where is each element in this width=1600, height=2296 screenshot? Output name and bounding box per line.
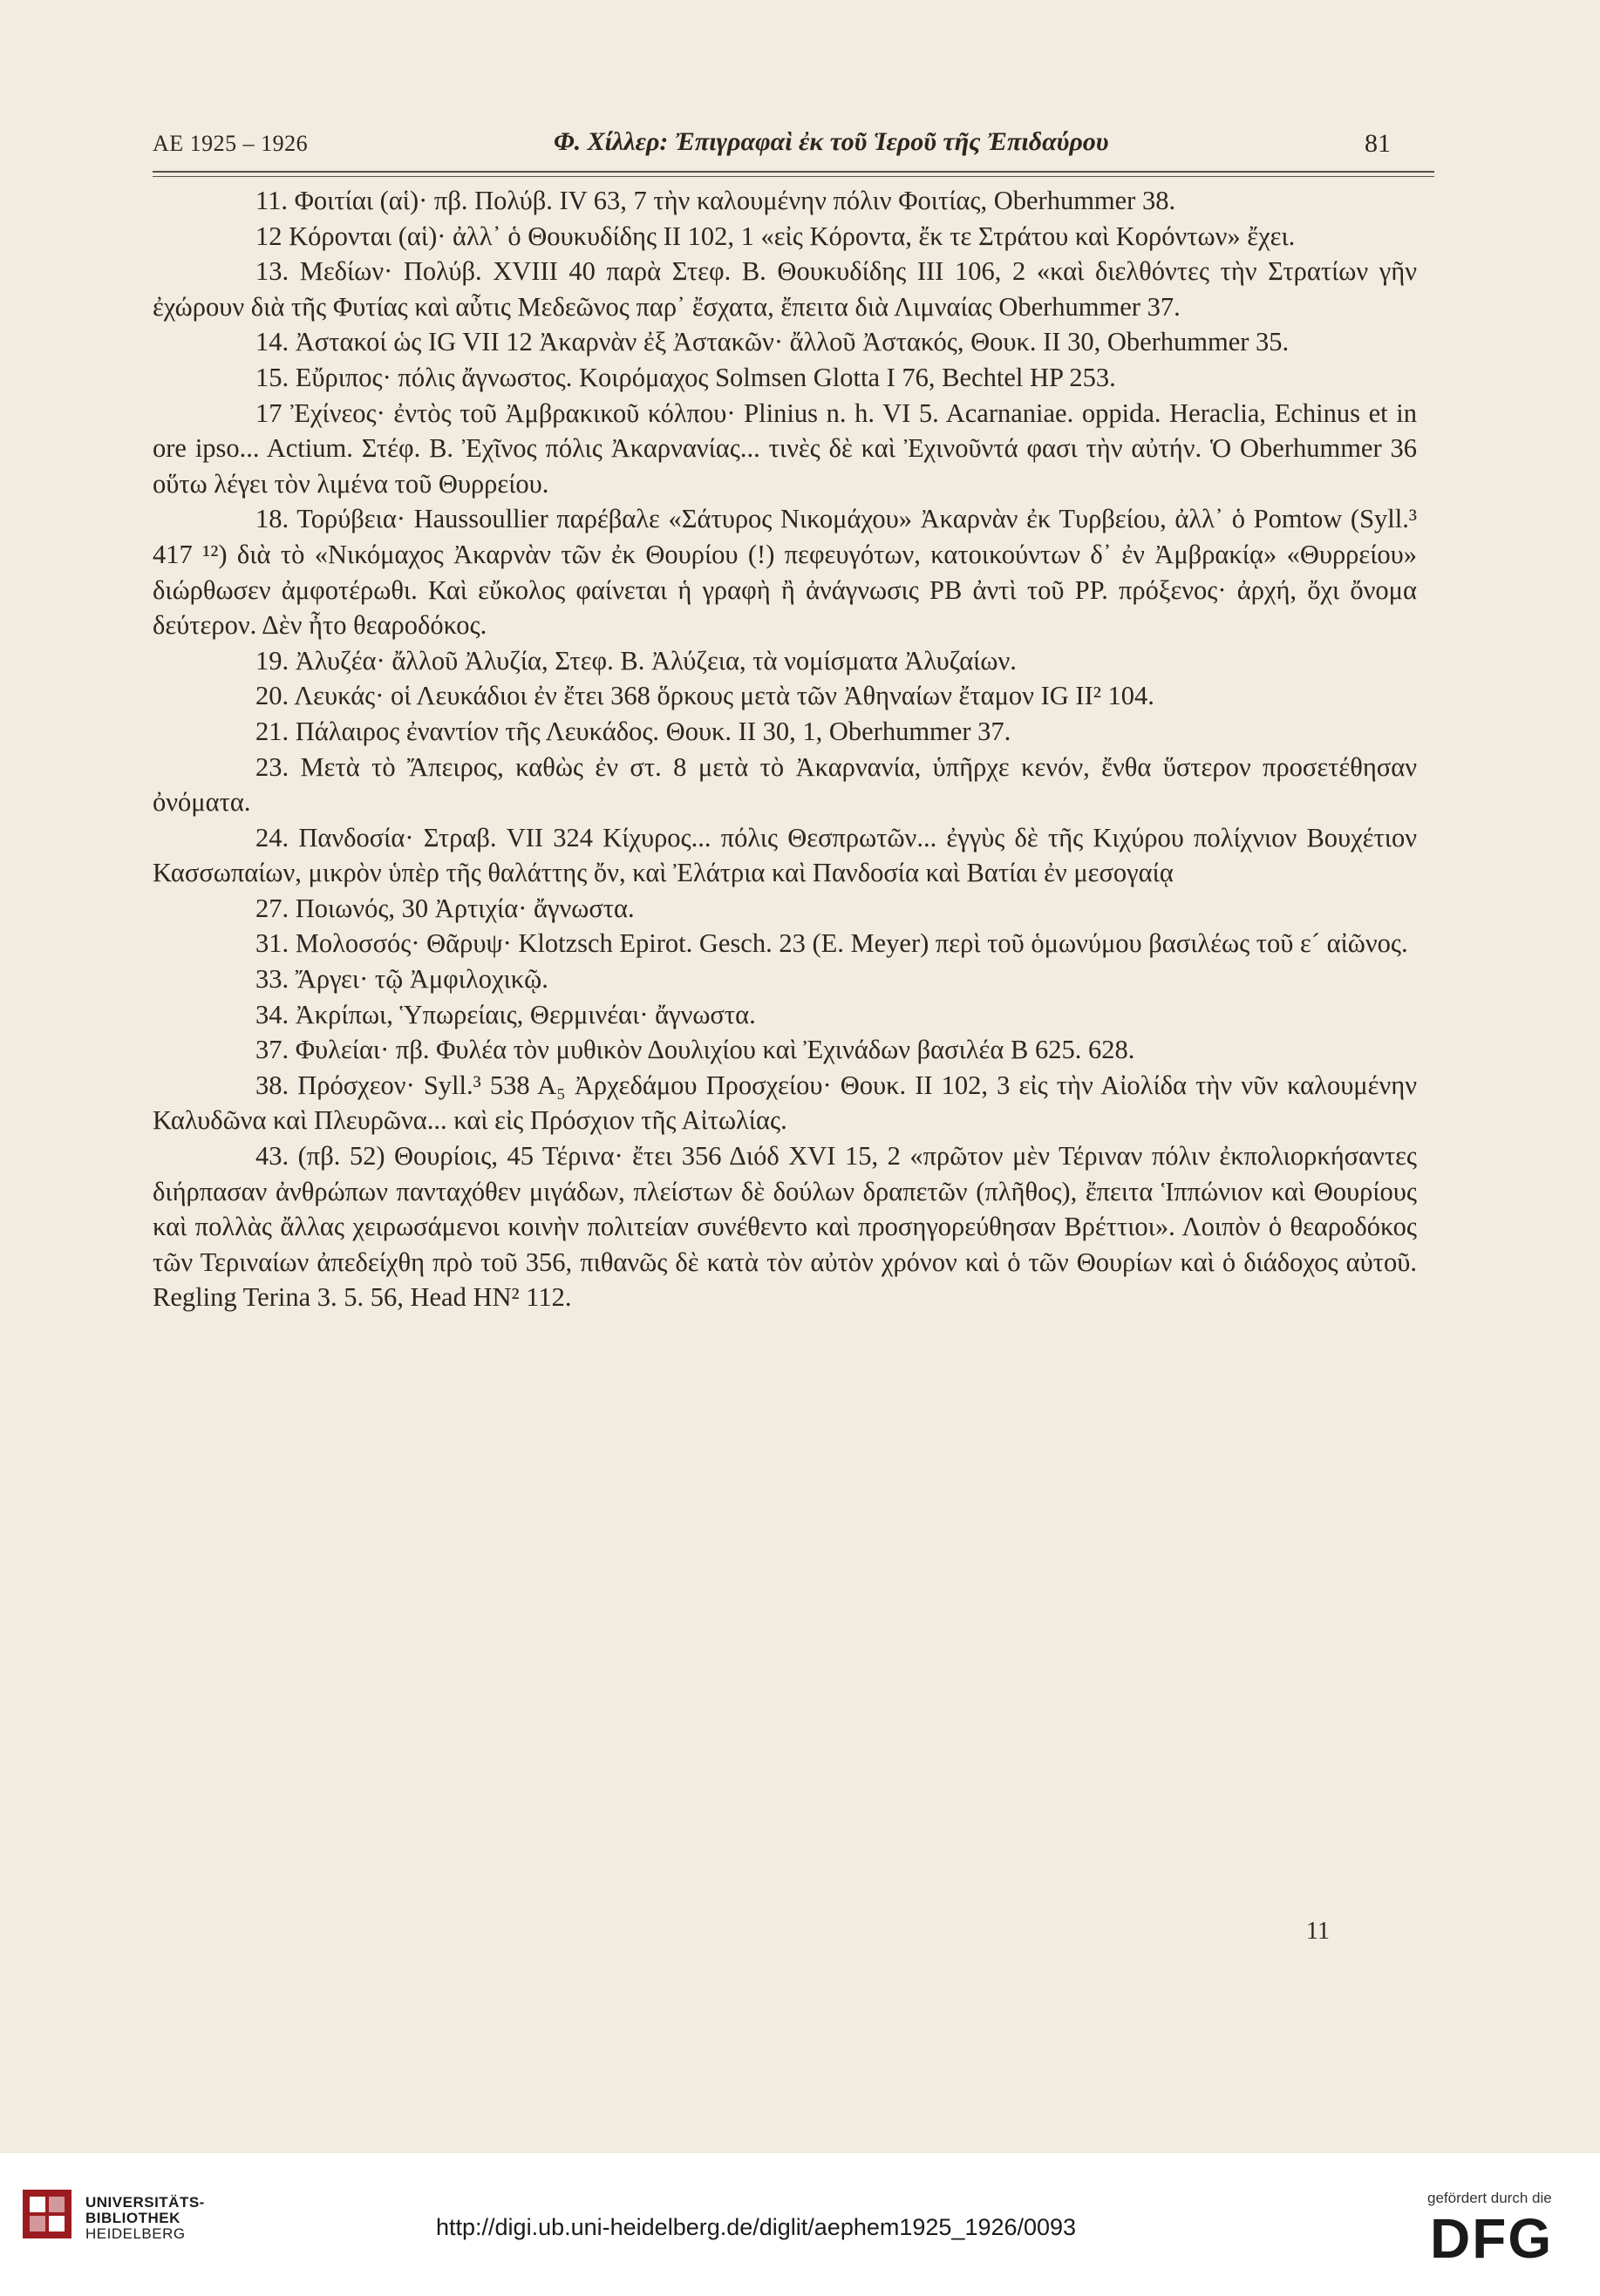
article-title: Φ. Χίλλερ: Ἐπιγραφαὶ ἐκ τοῦ Ἱεροῦ τῆς Ἐπιδαύρου xyxy=(554,127,1109,156)
library-name-line1: UNIVERSITÄTS- xyxy=(85,2194,205,2211)
entry-18: 18. Τορύβεια· Haussoullier παρέβαλε «Σάτυρος Νικομάχου» Ἀκαρνὰν ἐκ Τυρβείου, ἀλλ᾽ ὁ Pomtow (Syll.³ 417 ¹²) διὰ τὸ «Νικόμαχος Ἀκαρνὰν τῶν ἐκ Θουρίου (!) πεφευγότων, κατοικούντων δ᾽ ἐν Ἀμβρακίᾳ» «Θυρρείου» διώρθωσεν ἀμφοτέρωθι. Καὶ εὔκολος φαίνεται ἡ γραφὴ ἢ ἀνάγνωσις PB ἀντὶ τοῦ PP. πρόξενος· ἀρχή, ὄχι ὄνομα δεύτερον. Δὲν ἦτο θεαροδόκος. xyxy=(153,504,1417,641)
library-logo-icon xyxy=(21,2188,73,2240)
entry-24: 24. Πανδοσία· Στραβ. VII 324 Κίχυρος... πόλις Θεσπρωτῶν... ἐγγὺς δὲ τῆς Κιχύρου πολίχνιον Βουχέτιον Κασσωπαίων, μικρὸν ὑπὲρ τῆς θαλάττης ὄν, καὶ Ἐλάτρια καὶ Πανδοσία καὶ Βατίαι ἐν μεσογαίᾳ xyxy=(153,822,1417,888)
entry-20: 20. Λευκάς· οἱ Λευκάδιοι ἐν ἔτει 368 ὅρκους μετὰ τῶν Ἀθηναίων ἔταμον IG II² 104. xyxy=(255,681,1154,711)
entry-19: 19. Ἀλυζέα· ἄλλοῦ Ἀλυζία, Στεφ. Β. Ἀλύζεια, τὰ νομίσματα Ἀλυζαίων. xyxy=(255,645,1017,676)
entry-27: 27. Ποιωνός, 30 Ἀρτιχία· ἄγνωστα. xyxy=(255,893,635,923)
entry-15: 15. Εὔριπος· πόλις ἄγνωστος. Κοιρόμαχος Solmsen Glotta I 76, Bechtel HP 253. xyxy=(255,362,1116,392)
page-number: 81 xyxy=(1365,129,1391,158)
entry-37: 37. Φυλείαι· πβ. Φυλέα τὸν μυθικὸν Δουλιχίου καὶ Ἐχινάδων βασιλέα Β 625. 628. xyxy=(255,1035,1135,1065)
library-name xyxy=(85,2195,205,2242)
entry-31: 31. Μολοσσός· Θᾶρυψ· Klotzsch Epirot. Gesch. 23 (E. Meyer) περὶ τοῦ ὁμωνύμου βασιλέως τοῦ ε´ αἰῶνος. xyxy=(255,928,1408,959)
header-rule-bottom xyxy=(153,176,1434,177)
entry-38: 38. Πρόσχεον· Syll.³ 538 A₅ Ἀρχεδάμου Προσχείου· Θουκ. II 102, 3 εἰς τὴν Αἰολίδα τὴν νῦν καλουμένην Καλυδῶνα καὶ Πλευρῶνα... καὶ εἰς Πρόσχιον τῆς Αἰτωλίας. xyxy=(153,1070,1417,1136)
commentary-body xyxy=(153,183,1417,1315)
header-rule-top xyxy=(153,171,1434,173)
entry-11: 11. Φοιτίαι (αἱ)· πβ. Πολύβ. IV 63, 7 τὴν καλουμένην πόλιν Φοιτίας, Oberhummer 38. xyxy=(255,186,1176,215)
entry-21: 21. Πάλαιρος ἐναντίον τῆς Λευκάδος. Θουκ. II 30, 1, Oberhummer 37. xyxy=(255,716,1011,746)
signature-mark: 11 xyxy=(1306,1918,1330,1945)
entry-14: 14. Ἀστακοί ὡς IG VII 12 Ἀκαρνὰν ἐξ Ἀστακῶν· ἄλλοῦ Ἀστακός, Θουκ. II 30, Oberhummer 35. xyxy=(255,327,1290,357)
digitization-footer xyxy=(0,2153,1600,2296)
entry-43: 43. (πβ. 52) Θουρίοις, 45 Τέρινα· ἔτει 356 Διόδ XVI 15, 2 «πρῶτον μὲν Τέριναν πόλιν ἐκπολιορκήσαντες διήρπασαν ἀνθρώπων πανταχόθεν μιγάδων, πλείστων δὲ δούλων δραπετῶν (πλῆθος), ἔπειτα Ἱππώνιον καὶ Θουρίους καὶ πολλὰς ἄλλας χειρωσάμενοι κοινὴν πολιτείαν συνέθεντο καὶ προσηγορεύθησαν Βρέττιοι». Λοιπὸν ὁ θεαροδόκος τῶν Τεριναίων ἀπεδείχθη πρὸ τοῦ 356, πιθανῶς δὲ κατὰ τὸν αὐτὸν χρόνον καὶ ὁ τῶν Θουρίων καὶ ὁ διάδοχος αὐτοῦ. Regling Terina 3. 5. 56, Head HN² 112. xyxy=(153,1141,1417,1313)
entry-17: 17 Ἐχίνεος· ἐντὸς τοῦ Ἀμβρακικοῦ κόλπου· Plinius n. h. VI 5. Acarnaniae. oppida. Heraclia, Echinus et in ore ipso... Actium. Στέφ. Β. Ἐχῖνος πόλις Ἀκαρνανίας... τινὲς δὲ καὶ Ἐχινοῦντά φασι τὴν αὐτήν. Ὁ Oberhummer 36 οὕτω λέγει τὸν λιμένα τοῦ Θυρρείου. xyxy=(153,397,1417,499)
running-header xyxy=(153,127,1434,162)
journal-volume: ΑΕ 1925 – 1926 xyxy=(153,131,309,156)
dfg-logo: DFG xyxy=(1430,2207,1554,2270)
permalink-url[interactable]: http://digi.ub.uni-heidelberg.de/diglit/aephem1925_1926/0093 xyxy=(436,2214,1077,2240)
entry-34: 34. Ἀκρίπωι, Ὑπωρείαις, Θερμινέαι· ἄγνωστα. xyxy=(255,999,756,1029)
library-name-line2: BIBLIOTHEK xyxy=(85,2210,180,2226)
entry-12: 12 Κόρονται (αἱ)· ἀλλ᾽ ὁ Θουκυδίδης II 102, 1 «εἰς Κόροντα, ἔκ τε Στράτου καὶ Κορόντων» ἔχει. xyxy=(255,221,1296,251)
library-name-line3: HEIDELBERG xyxy=(85,2225,186,2242)
entry-13: 13. Μεδίων· Πολύβ. XVIII 40 παρὰ Στεφ. Β. Θουκυδίδης III 106, 2 «καὶ διελθόντες τὴν Στρατίων γῆν ἐχώρουν διὰ τῆς Φυτίας καὶ αὖτις Μεδεῶνος παρ᾽ ἔσχατα, ἔπειτα διὰ Λιμναίας Oberhummer 37. xyxy=(153,256,1417,322)
funding-caption: gefördert durch die xyxy=(1427,2190,1552,2206)
entry-23: 23. Μετὰ τὸ Ἄπειρος, καθὼς ἐν στ. 8 μετὰ τὸ Ἀκαρνανία, ὑπῆρχε κενόν, ἔνθα ὕστερον προσετέθησαν ὀνόματα. xyxy=(153,751,1417,818)
entry-33: 33. Ἄργει· τῷ Ἀμφιλοχικῷ. xyxy=(255,964,548,995)
